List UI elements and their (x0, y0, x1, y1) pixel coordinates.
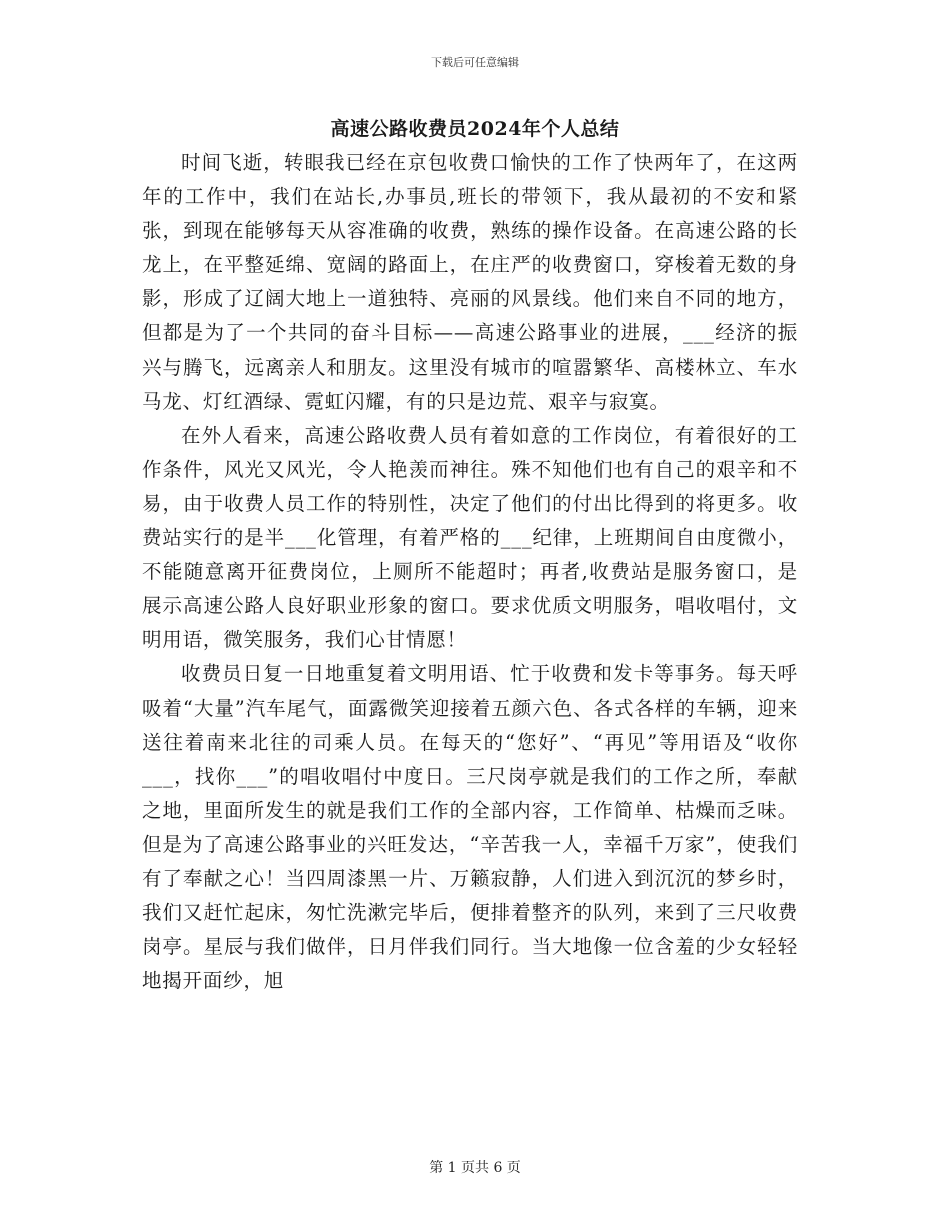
page-number: 第 1 页共 6 页 (429, 1160, 521, 1176)
document-body (142, 146, 798, 998)
paragraph-3: 收费员日复一日地重复着文明用语、忙于收费和发卡等事务。每天呼吸着“大量”汽车尾气，面露微笑迎接着五颜六色、各式各样的车辆，迎来送往着南来北往的司乘人员。在每天的“您好”、“再见”等用语及“收你___，找你___”的唱收唱付中度日。三尺岗亭就是我们的工作之所，奉献之地，里面所发生的就是我们工作的全部内容，工作简单、枯燥而乏味。但是为了高速公路事业的兴旺发达，“辛苦我一人，幸福千万家”，使我们有了奉献之心！当四周漆黑一片、万籁寂静，人们进入到沉沉的梦乡时，我们又赶忙起床，匆忙洗漱完毕后，便排着整齐的队列，来到了三尺收费岗亭。星辰与我们做伴，日月伴我们同行。当大地像一位含羞的少女轻轻地揭开面纱，旭 (142, 662, 798, 993)
paragraph-2: 在外人看来，高速公路收费人员有着如意的工作岗位，有着很好的工作条件，风光又风光，令人艳羡而神往。殊不知他们也有自己的艰辛和不易，由于收费人员工作的特别性，决定了他们的付出比得到的将更多。收费站实行的是半___化管理，有着严格的___纪律，上班期间自由度微小，不能随意离开征费岗位，上厕所不能超时；再者,收费站是服务窗口，是展示高速公路人良好职业形象的窗口。要求优质文明服务，唱收唱付，文明用语，微笑服务，我们心甘情愿！ (142, 423, 798, 652)
download-note: 下载后可任意编辑 (431, 56, 519, 69)
document-title: 高速公路收费员2024年个人总结 (330, 118, 620, 140)
paragraph-1: 时间飞逝，转眼我已经在京包收费口愉快的工作了快两年了，在这两年的工作中，我们在站长,办事员,班长的带领下，我从最初的不安和紧张，到现在能够每天从容准确的收费，熟练的操作设备。在高速公路的长龙上，在平整延绵、宽阔的路面上，在庄严的收费窗口，穿梭着无数的身影，形成了辽阔大地上一道独特、亮丽的风景线。他们来自不同的地方，但都是为了一个共同的奋斗目标——高速公路事业的进展，___经济的振兴与腾飞，远离亲人和朋友。这里没有城市的喧嚣繁华、高楼林立、车水马龙、灯红酒绿、霓虹闪耀，有的只是边荒、艰辛与寂寞。 (142, 151, 798, 413)
